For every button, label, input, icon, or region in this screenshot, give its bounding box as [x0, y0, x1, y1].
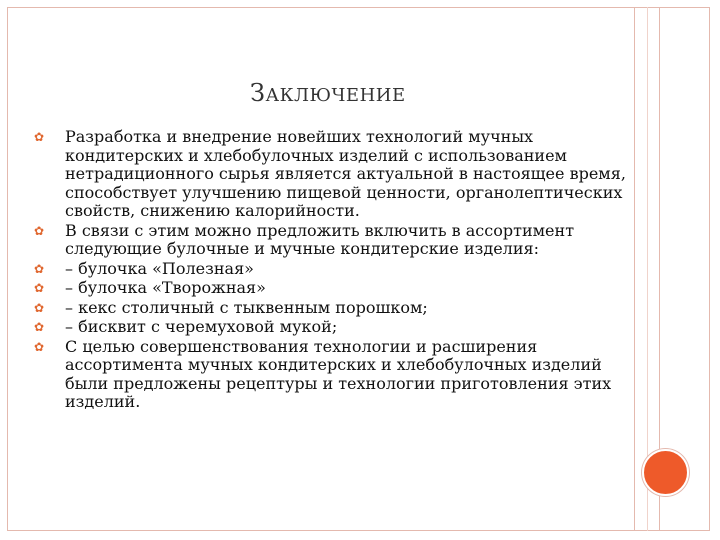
bullet-list: [34, 128, 630, 413]
bullet-text: – кекс столичный с тыквенным порошком;: [65, 297, 428, 317]
bullet-item: [34, 222, 630, 259]
bullet-text: С целью совершенствования технологии и расширения ассортимента мучных кондитерских и хлебобулочных изделий были предложены рецептуры и технологии приготовления этих изделий.: [65, 336, 612, 411]
bullet-text: В связи с этим можно предложить включить в ассортимент следующие булочные и мучные кондитерские изделия:: [65, 220, 575, 258]
bullet-text: Разработка и внедрение новейших технологий мучных кондитерских и хлебобулочных изделий с использованием нетрадиционного сырья является актуальной в настоящее время, способствует улучшению пищевой ценности, органолептических свойств, снижению калорийности.: [65, 127, 626, 220]
bullet-item: [34, 128, 630, 221]
bullet-text: – бисквит с черемуховой мукой;: [65, 317, 338, 336]
slide-title: [250, 79, 406, 107]
bullet-item: [34, 260, 630, 279]
flower-bullet-icon: ✿: [34, 300, 45, 315]
side-decor-line: [647, 7, 648, 531]
decor-circle: [642, 449, 689, 496]
title-rest: АКЛЮЧЕНИЕ: [265, 85, 406, 106]
flower-bullet-icon: ✿: [34, 261, 45, 276]
flower-bullet-icon: ✿: [34, 130, 45, 144]
flower-bullet-icon: ✿: [34, 223, 45, 238]
bullet-item: [34, 279, 630, 298]
bullet-text: – булочка «Творожная»: [65, 278, 266, 297]
bullet-text: – булочка «Полезная»: [65, 258, 254, 278]
flower-bullet-icon: ✿: [34, 339, 45, 354]
flower-bullet-icon: ✿: [34, 320, 45, 334]
bullet-item: [34, 299, 630, 318]
title-initial: З: [250, 79, 266, 107]
flower-bullet-icon: ✿: [34, 281, 45, 295]
bullet-item: [34, 338, 630, 412]
bullet-item: [34, 318, 630, 337]
